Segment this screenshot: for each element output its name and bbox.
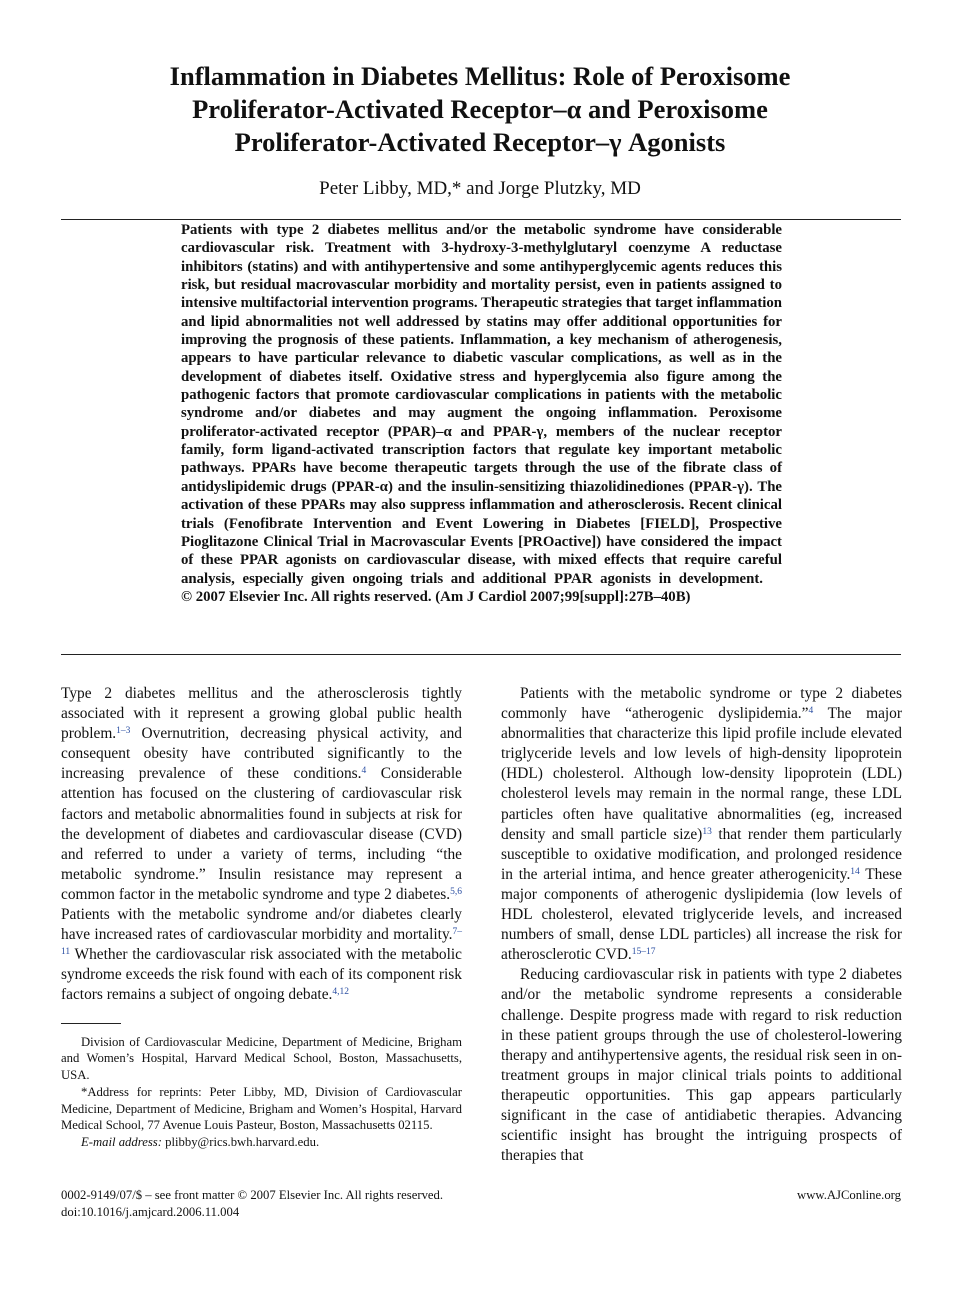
abstract-text: Patients with type 2 diabetes mellitus and/or the metabolic syndrome have considerable cardiovascular risk. Treatment with 3-hydroxy-3-methylglutaryl coenzyme A reductase inhibitors (statins) and with antihypertensive and some antihyperglycemic agents reduces this risk, but residual macrovascular morbidity and mortality persist, even in patients assigned to intensive multifactorial intervention programs. Therapeutic strategies that target inflammation and lipid abnormalities not well addressed by statins may offer additional opportunities for improving the prognosis of these patients. Inflammation, a key mechanism of atherogenesis, appears to have particular relevance to diabetic vascular complications, as well as in the development of diabetes itself. Oxidative stress and hyperglycemia also figure among the pathogenic factors that promote cardiovascular complications in patients with the metabolic syndrome and/or diabetes and may augment the ongoing inflammation. Peroxisome proliferator-activated receptor (PPAR)–α and PPAR-γ, members of the nuclear receptor family, form ligand-activated transcription factors that regulate key important metabolic pathways. PPARs have become therapeutic targets through the use of the fibrate class of antidyslipidemic drugs (PPAR-α) and the insulin-sensitizing thiazolidinediones (PPAR-γ). The activation of these PPARs may also suppress inflammation and atherosclerosis. Recent clinical trials (Fenofibrate Intervention and Event Lowering in Diabetes [FIELD], Prospective Pioglitazone Clinical Trial in Macrovascular Events [PROactive]) have considered the impact of these PPAR agonists on cardiovascular disease, with mixed effects that require careful analysis, especially given ongoing trials and additional PPAR agonists in development. [181,222,782,587]
body-text: Overnutrition, decreasing physical activity, and consequent obesity have contributed significantly to the increasing prevalence of these conditions. [61,725,462,783]
body-column-right [501,684,902,1166]
reference-link[interactable]: 13 [702,826,712,837]
body-text: The major abnormalities that characterize this lipid profile include elevated triglyceride levels and low levels of high-density lipoprotein (HDL) cholesterol. Although low-density lipoprotein (LDL) cholesterol levels may remain in the normal range, these LDL particles often have qualitative abnormalities (eg, increased density and small particle size) [501,705,902,843]
title-line-3: Proliferator-Activated Receptor–γ Agonists [234,127,726,157]
reference-link[interactable]: 14 [850,866,860,877]
reference-link[interactable]: 4,12 [332,987,350,998]
page-footer-left [61,1187,443,1221]
abstract-copyright: © 2007 Elsevier Inc. All rights reserved. [181,588,432,605]
footnote-reprints: *Address for reprints: Peter Libby, MD, Division of Cardiovascular Medicine, Department of Medicine, Brigham and Women’s Hospital, Harvard Medical School, 77 Avenue Louis Pasteur, Boston, Massachusetts 02115. [61,1085,462,1133]
article-title [80,60,880,159]
reference-link[interactable]: 4 [361,766,367,777]
footnote-separator [61,1023,121,1024]
journal-website[interactable]: www.AJConline.org [797,1188,901,1202]
email-address[interactable]: plibby@rics.bwh.harvard.edu. [165,1135,320,1150]
title-line-2: Proliferator-Activated Receptor–α and Peroxisome [192,94,768,124]
body-paragraph [501,684,902,965]
body-text: Whether the cardiovascular risk associated with the metabolic syndrome exceeds the risk found with each of its component risk factors remains a subject of ongoing debate. [61,946,462,1004]
reference-link[interactable]: 4 [808,706,814,717]
reference-link[interactable]: 5,6 [450,886,462,897]
body-text: These major components of atherogenic dyslipidemia (low levels of HDL cholesterol, elevated triglyceride levels, and increased numbers of small, dense LDL particles) all increase the risk for atherosclerotic CVD. [501,865,902,964]
body-text: Considerable attention has focused on the clustering of cardiovascular risk factors and metabolic abnormalities found in subjects at risk for the development of diabetes and cardiovascular disease (CVD) and referred to under a variety of terms, including “the metabolic syndrome.” Insulin resistance may represent a common factor in the metabolic syndrome and type 2 diabetes. [61,765,462,903]
body-paragraph: Reducing cardiovascular risk in patients with type 2 diabetes and/or the metabolic syndrome represents a considerable challenge. Despite progress made with regard to risk reduction in these patient groups through the use of cholesterol-lowering therapy and antihypertensive agents, the residual risk seen in on-treatment groups in major clinical trials points to additional therapeutic opportunities. This gap appears particularly significant in the case of antidiabetic therapies. Advancing scientific insight has brought the intriguing prospects of therapies that [501,966,902,1165]
body-text: Patients with the metabolic syndrome and/or diabetes clearly have increased rates of cardiovascular morbidity and mortality. [61,906,462,944]
abstract-citation: (Am J Cardiol 2007;99[suppl]:27B–40B) [435,588,691,605]
reference-link[interactable]: 7–11 [61,927,462,958]
body-column-left [61,684,462,1006]
author-list: Peter Libby, MD,* and Jorge Plutzky, MD [319,178,641,199]
abstract [181,221,782,606]
footnotes [61,1034,462,1151]
body-text: that render them particularly susceptible to oxidative modification, and prolonged residence in the arterial intima, and hence greater atherogenicity. [501,825,902,883]
title-line-1: Inflammation in Diabetes Mellitus: Role of Peroxisome [169,61,791,91]
doi-line[interactable]: doi:10.1016/j.amjcard.2006.11.004 [61,1205,240,1219]
body-paragraph [61,684,462,1006]
body-text: Type 2 diabetes mellitus and the atherosclerosis tightly associated with it represent a growing global public health problem. [61,685,462,743]
body-text: Patients with the metabolic syndrome or type 2 diabetes commonly have “atherogenic dyslipidemia.” [501,685,902,723]
abstract-bottom-rule [61,654,901,655]
abstract-top-rule [61,219,901,220]
reference-link[interactable]: 15–17 [631,947,656,958]
footnote-affiliation: Division of Cardiovascular Medicine, Department of Medicine, Brigham and Women’s Hospital, Harvard Medical School, Boston, Massachusetts, USA. [61,1035,462,1082]
footnote-email [61,1134,462,1150]
issn-line: 0002-9149/07/$ – see front matter © 2007 Elsevier Inc. All rights reserved. [61,1188,444,1202]
reference-link[interactable]: 1–3 [116,726,131,737]
email-label: E-mail address: [81,1135,162,1150]
